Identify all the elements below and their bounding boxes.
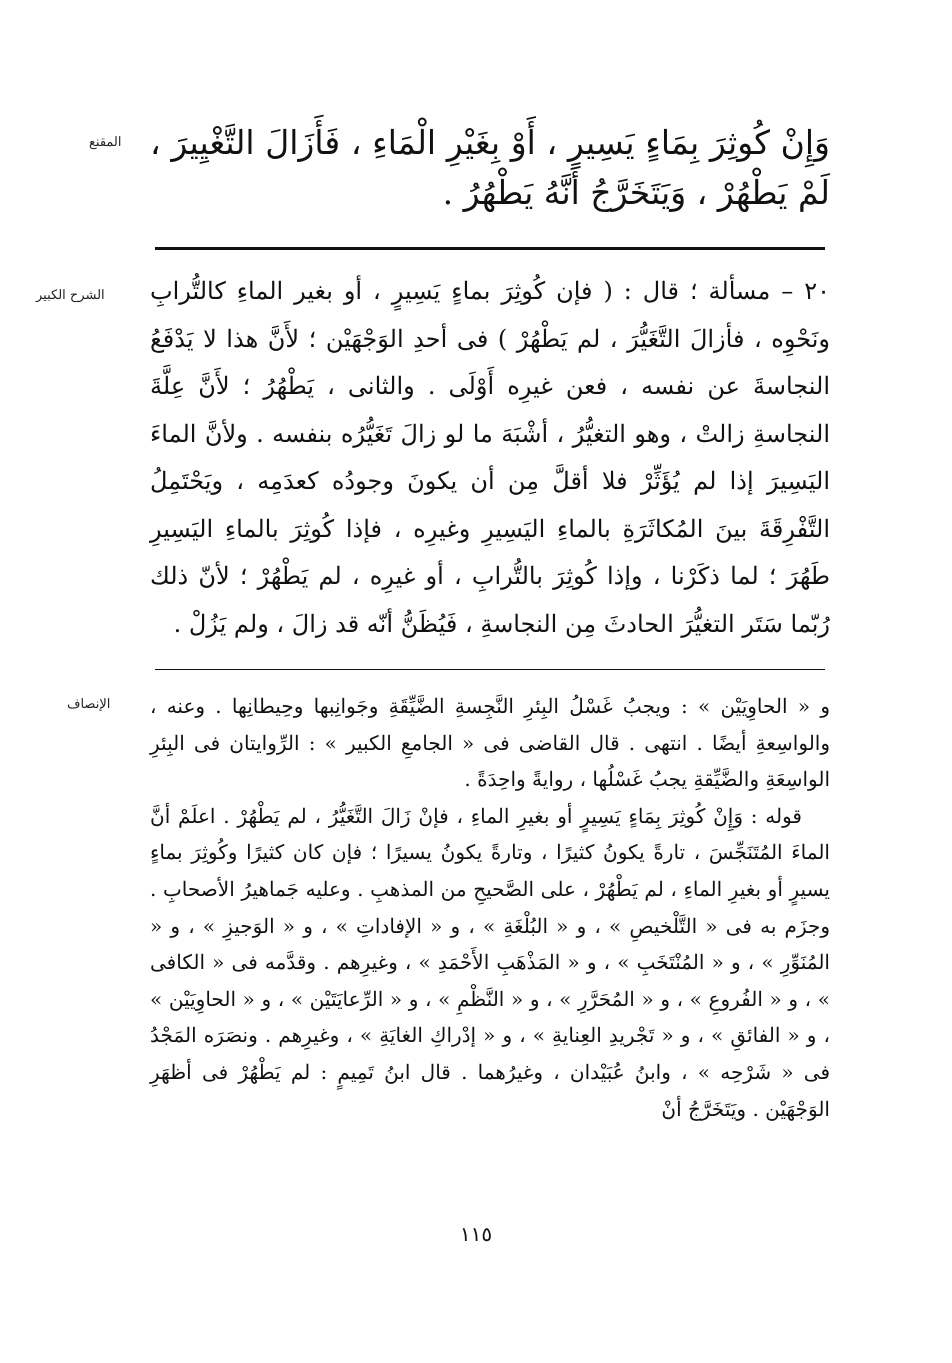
margin-label-muqni: المقنع [89,135,122,150]
margin-label-insaf: الإنصاف [67,697,111,712]
section-divider-thick [155,247,825,250]
insaf-paragraph-1: و « الحاوِيَيْن » : ويجبُ غَسْلُ البِئرِ النَّجِسةِ الضَّيِّقَةِ وجَوانِبها وحِيطانِها . وعنه ، والواسِعةِ أيضًا . انتهى . قال القاضى فى « الجامعِ الكبير » : الرِّوايتان فى البِئرِ الواسِعَةِ والضَّيِّقةِ يجبُ غَسْلُها ، روايةً واحِدَةً . [150,694,830,792]
section-divider-thin [155,669,825,670]
matn-text [150,118,830,218]
insaf-text [150,688,830,1127]
sharh-kabir-text [150,268,830,648]
insaf-paragraph-2: قوله : وَإِنْ كُوثِرَ بِمَاءٍ يَسِيرٍ أو بغيرِ الماءِ ، فإنْ زَالَ التَّغَيُّرُ ، لم يَطْهُرْ . اعلَمْ أنَّ الماءَ المُتَنَجِّسَ ، تارةً يكونُ كثيرًا ، وتارةً يكونُ يسيرًا ؛ فإن كان كثيرًا وكُوثِرَ بماءٍ يسيرٍ أو بغيرِ الماءِ ، لم يَطْهُرْ ، على الصَّحيحِ من المذهبِ . وعليه جَماهيرُ الأصحابِ . وجزَم به فى « التَّلْخيصِ » ، و « البُلْغَةِ » ، و « الإفاداتِ » ، و « الوَجيزِ » ، و « المُنَوِّرِ » ، و « المُنْتَخَبِ » ، و « المَذْهَبِ الأَحْمَدِ » ، وغيرِهم . وقدَّمه فى « الكافى » ، و « الفُروعِ » ، و « المُحَرَّرِ » ، و « النَّظْمِ » ، و « الرِّعايَتَيْن » ، و « الحاوِيَيْن » ، و « الفائقِ » ، و « تَجْريدِ العِنايةِ » ، و « إدْراكِ الغايَةِ » ، وغيرِهم . ونصَرَه المَجْدُ فى « شَرْحِه » ، وابنُ عُبَيْدان ، وغيرُهما . قال ابنُ تَمِيمٍ : لم يَطْهُرْ فى أظهَرِ الوَجْهَيْن . ويَتَخَرَّجُ أنْ [150,803,830,1121]
matn-paragraph: وَإِنْ كُوثِرَ بِمَاءٍ يَسِيرٍ ، أَوْ بِغَيْرِ الْمَاءِ ، فَأَزَالَ التَّغْيِيرَ ، لَمْ يَطْهُرْ ، وَيَتَخَرَّجُ أَنَّهُ يَطْهُرُ . [150,123,830,212]
margin-label-sharh-kabir: الشرح الكبير [36,288,105,303]
page-number: ١١٥ [459,1222,493,1246]
sharh-paragraph: ٢٠ – مسألة ؛ قال : ( فإن كُوثِرَ بماءٍ يَسِيرٍ ، أو بغير الماءِ كالتُّرابِ ونَحْوِه ، فأزالَ التَّغَيُّرَ ، لم يَطْهُرْ ) فى أحدِ الوَجْهَيْن ؛ لأَنَّ هذا لا يَدْفَعُ النجاسةَ عن نفسه ، فعن غيرِه أَوْلَى . والثانى ، يَطْهُرُ ؛ لأَنَّ عِلَّةَ النجاسةِ زالتْ ، وهو التغيُّرُ ، أشْبَهَ ما لو زالَ تَغَيُّرُه بنفسه . ولأنَّ الماءَ اليَسِيرَ إذا لم يُؤَثِّرْ فلا أقلَّ مِن أن يكونَ وجودُه كعدَمِه ، ويَحْتَمِلُ التَّفْرِقَةَ بينَ المُكاثَرَةِ بالماءِ اليَسِيرِ وغيرِه ، فإذا كُوثِرَ بالماءِ اليَسِيرِ طَهُرَ ؛ لما ذكَرْنا ، وإذا كُوثِرَ بالتُّرابِ ، أو غيرِه ، لم يَطْهُرْ ؛ لأنّ ذلك رُبّما سَتَر التغيُّرَ الحادثَ مِن النجاسةِ ، فَيُظَنُّ أنّه قد زالَ ، ولم يَزُلْ . [150,277,831,638]
